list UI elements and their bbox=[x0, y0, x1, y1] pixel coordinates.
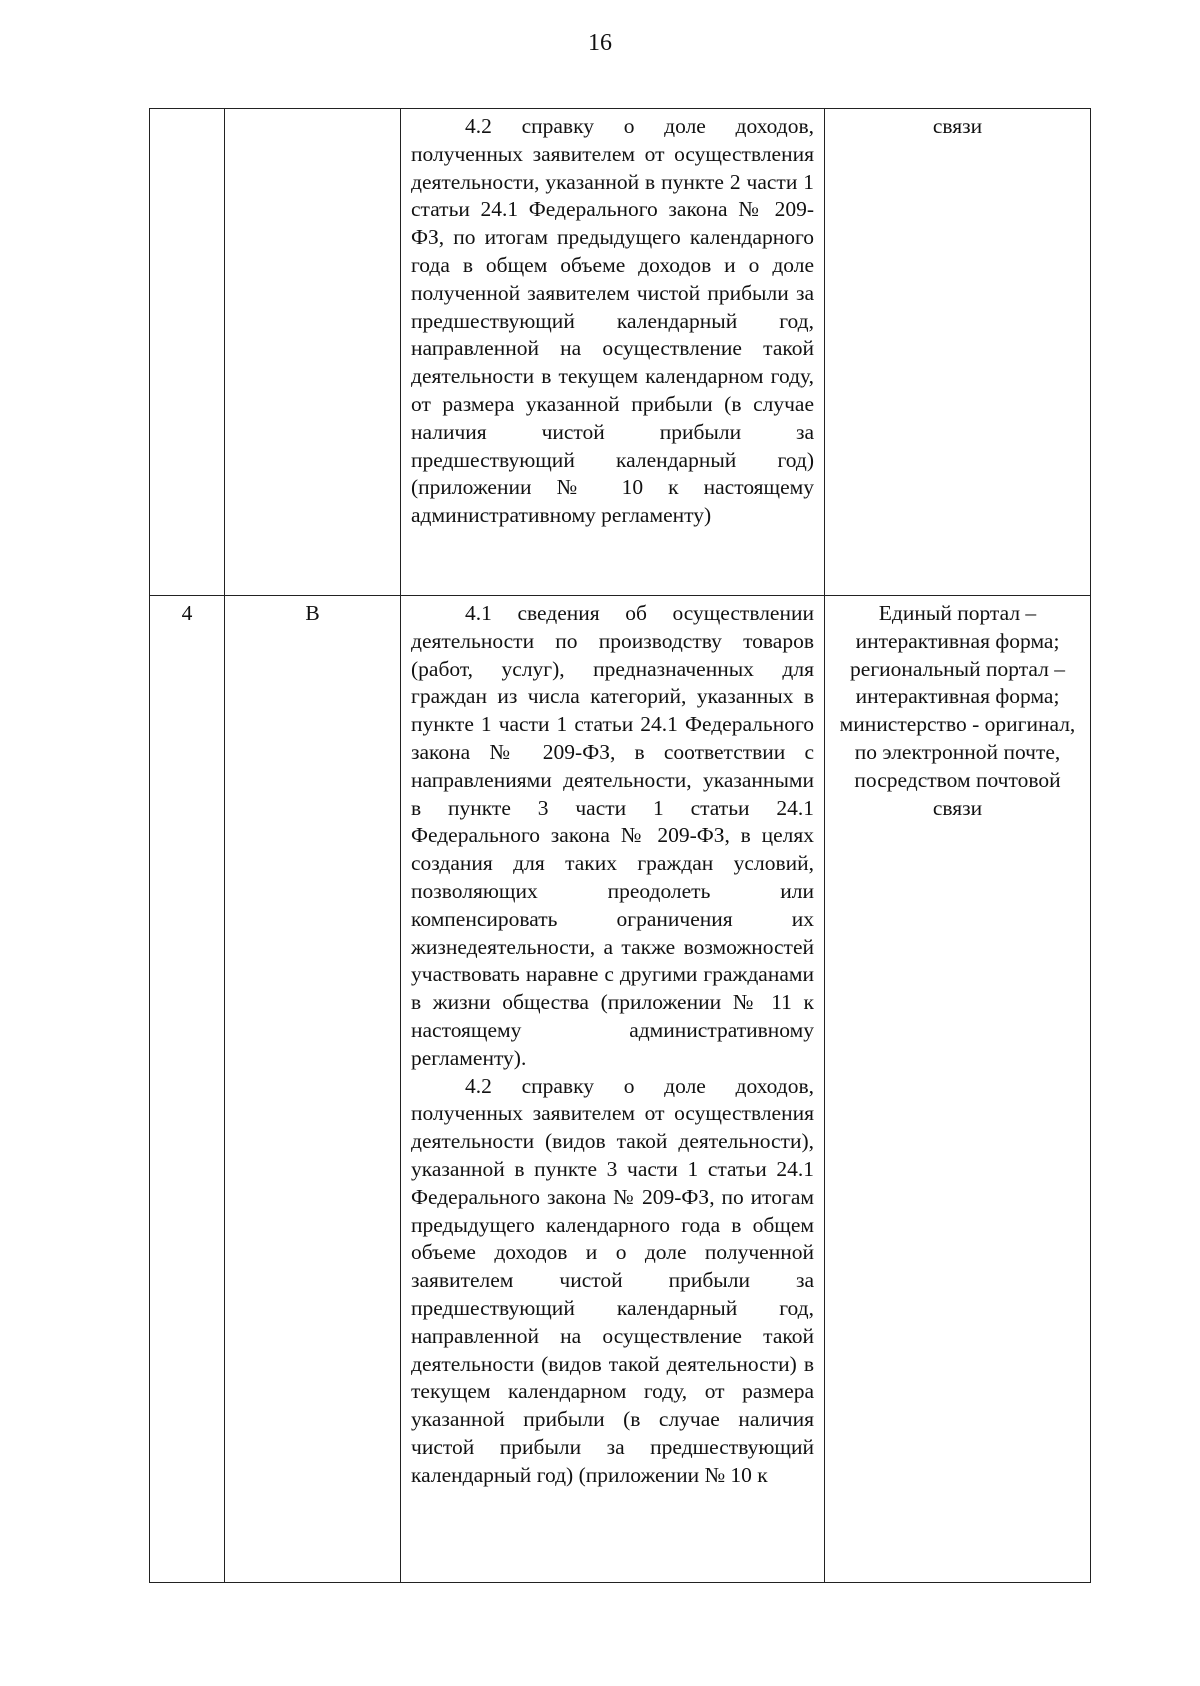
table-row bbox=[150, 109, 1091, 596]
documents-cell bbox=[401, 596, 825, 1583]
row-letter-cell: В bbox=[225, 596, 401, 1583]
requirements-table bbox=[149, 108, 1091, 1583]
table-row bbox=[150, 596, 1091, 1583]
submission-method-cell: связи bbox=[825, 109, 1091, 596]
row-letter-cell bbox=[225, 109, 401, 596]
document-paragraph: 4.1 сведения об осуществлении деятельности по производству товаров (работ, услуг), предназначенных для граждан из числа категорий, указанных в пункте 1 части 1 статьи 24.1 Федерального закона № 209-ФЗ, в соответствии с направлениями деятельности, указанными в пункте 3 части 1 статьи 24.1 Федерального закона № 209-ФЗ, в целях создания для таких граждан условий, позволяющих преодолеть или компенсировать ограничения их жизнедеятельности, а также возможностей участвовать наравне с другими гражданами в жизни общества (приложении № 11 к настоящему административному регламенту). bbox=[411, 601, 814, 1070]
row-number-cell: 4 bbox=[150, 596, 225, 1583]
page-number: 16 bbox=[588, 30, 612, 56]
documents-cell bbox=[401, 109, 825, 596]
row-number-cell bbox=[150, 109, 225, 596]
document-paragraph: 4.2 справку о доле доходов, полученных заявителем от осуществления деятельности (видов такой деятельности), указанной в пункте 3 части 1 статьи 24.1 Федерального закона № 209-ФЗ, по итогам предыдущего календарного года в общем объеме доходов и о доле полученной заявителем чистой прибыли за предшествующий календарный год, направленной на осуществление такой деятельности (видов такой деятельности) в текущем календарном году, от размера указанной прибыли (в случае наличия чистой прибыли за предшествующий календарный год) (приложении № 10 к bbox=[411, 1073, 814, 1487]
submission-method-cell: Единый портал – интерактивная форма; региональный портал – интерактивная форма; министерство - оригинал, по электронной почте, посредством почтовой связи bbox=[825, 596, 1091, 1583]
document-paragraph: 4.2 справку о доле доходов, полученных заявителем от осуществления деятельности, указанной в пункте 2 части 1 статьи 24.1 Федерального закона № 209-ФЗ, по итогам предыдущего календарного года в общем объеме доходов и о доле полученной заявителем чистой прибыли за предшествующий календарный год, направленной на осуществление такой деятельности в текущем календарном году, от размера указанной прибыли (в случае наличия чистой прибыли за предшествующий календарный год) (приложении № 10 к настоящему административному регламенту) bbox=[411, 114, 814, 528]
